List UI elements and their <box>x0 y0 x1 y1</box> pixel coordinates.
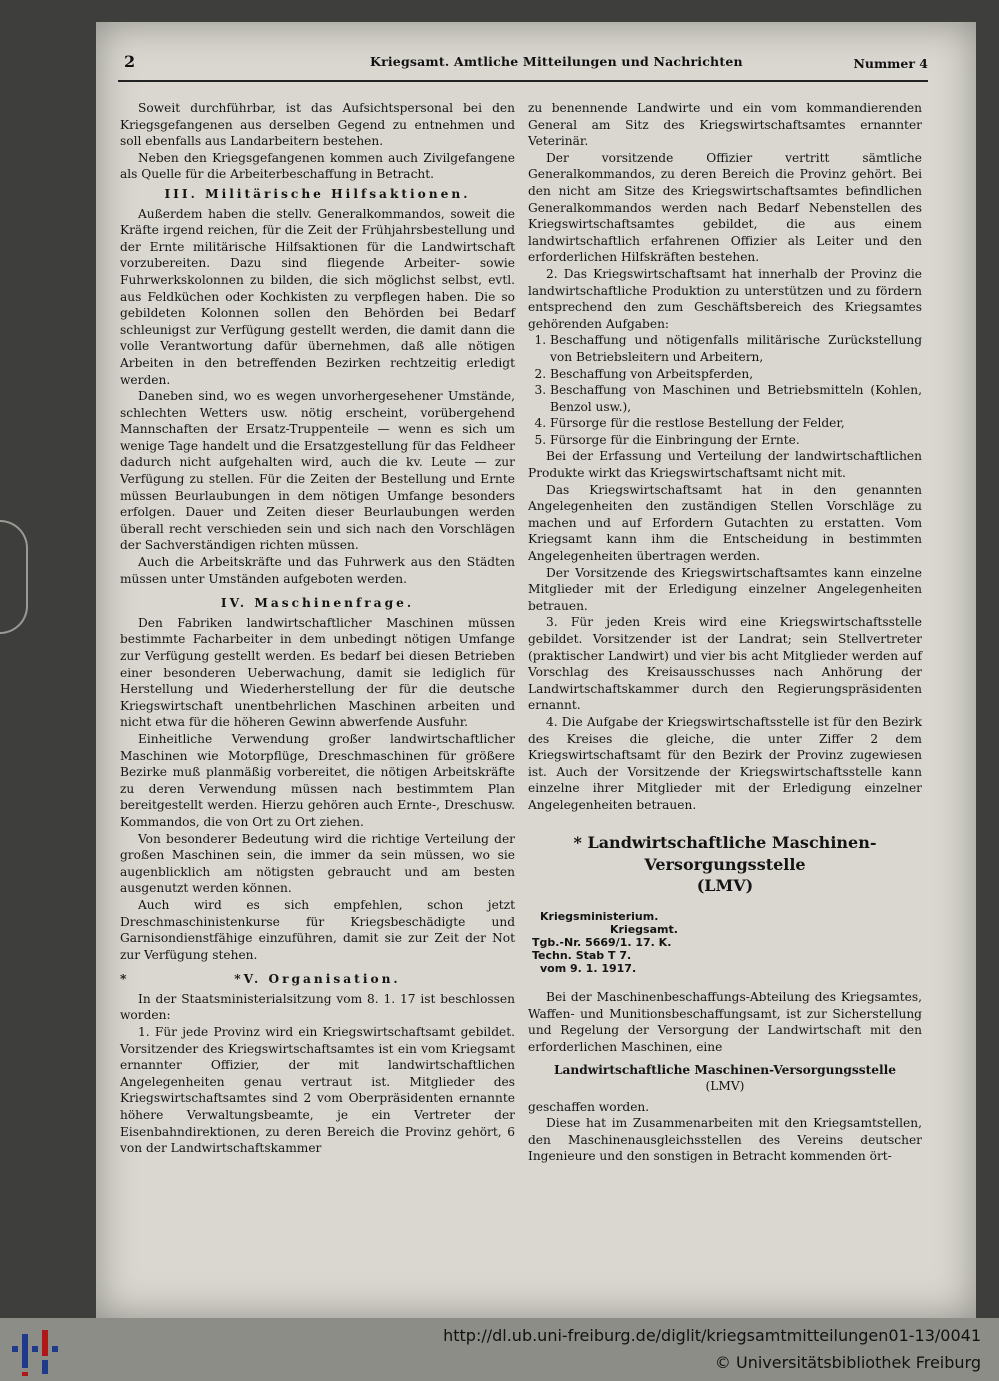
paragraph: Einheitliche Verwendung großer landwirtschaftlicher Maschinen wie Motorpflüge, Dreschmaschinen für größere Bezirke muß planmäßig vorbereitet, die nötigen Arbeitskräfte zu deren Verwendung müssen nach bestimmtem Plan bereitgestellt werden. Hierzu gehören auch Ernte-, Dreschusw. Kommandos, die von Ort zu Ort ziehen. <box>120 731 515 829</box>
ref-line: Techn. Stab T 7. <box>532 949 632 963</box>
article-heading: * Landwirtschaftliche Maschinen-Versorgungsstelle <box>573 832 877 874</box>
ref-line: Kriegsministerium. <box>540 910 659 924</box>
library-logo-icon <box>8 1326 62 1376</box>
viewer-footer <box>0 1318 999 1381</box>
left-column <box>120 100 515 1157</box>
centered-name: Landwirtschaftliche Maschinen-Versorgungsstelle <box>553 1062 897 1077</box>
footnote-star: * <box>120 972 130 987</box>
task-list <box>528 332 922 448</box>
reference-block <box>532 910 922 975</box>
permalink-link[interactable]: http://dl.ub.uni-freiburg.de/diglit/kriegsamtmitteilungen01-13/0041 <box>443 1326 981 1345</box>
paragraph: geschaffen worden. <box>528 1099 650 1114</box>
section-heading-iv: IV. Maschinenfrage. <box>220 596 415 611</box>
paragraph: zu benennende Landwirte und ein vom kommandierenden General am Sitz des Kriegswirtschaftsamtes ernannter Veterinär. <box>528 101 922 149</box>
paragraph: Das Kriegswirtschaftsamt hat in den genannten Angelegenheiten den zuständigen Stellen Vorschläge zu machen und auf Erfordern Gutachten zu erstatten. Vom Kriegsamt kann ihm die Entscheidung in bestimmten Angelegenheiten übertragen werden. <box>528 482 922 564</box>
list-item: 4. Fürsorge für die restlose Bestellung der Felder, <box>550 415 922 432</box>
section-heading-v <box>120 971 515 988</box>
list-item: 1. Beschaffung und nötigenfalls militärische Zurückstellung von Betriebsleitern und Arbeitern, <box>550 332 922 365</box>
paragraph: Diese hat im Zusammenarbeiten mit den Kriegsamtstellen, den Maschinenausgleichsstellen des Vereins deutscher Ingenieure und den sonstigen in Betracht kommenden ört- <box>528 1116 922 1164</box>
paragraph: Auch die Arbeitskräfte und das Fuhrwerk aus den Städten müssen unter Umständen aufgeboten werden. <box>120 555 515 586</box>
paragraph: 3. Für jeden Kreis wird eine Kriegswirtschaftsstelle gebildet. Vorsitzender ist der Landrat; sein Stellvertreter (praktischer Landwirt) und vier bis acht Mitglieder werden auf Vorschlag des Kreisausschusses nach Anhörung der Landwirtschaftskammer durch den Regierungspräsidenten ernannt. <box>528 615 922 713</box>
list-item: 2. Beschaffung von Arbeitspferden, <box>550 366 922 383</box>
paragraph: Der Vorsitzende des Kriegswirtschaftsamtes kann einzelne Mitglieder mit der Erledigung einzelner Angelegenheiten betrauen. <box>528 565 922 613</box>
paragraph: Daneben sind, wo es wegen unvorhergesehener Umstände, schlechten Wetters usw. nötig erscheint, vorübergehend Mannschaften der Ersatz-Truppenteile — wenn es sich um wenige Tage handelt und die Ersatzgestellung für das Feldheer dadurch nicht aufgehalten wird, auch die kv. Leute — zur Verfügung zu stellen. Für die Zeiten der Bestellung und Ernte müssen Beurlaubungen in dem nötigen Umfange besonders erfolgen. Dauer und Zeiten dieser Beurlaubungen werden überall recht verschieden sein und sich nach den Vorschlägen der Sachverständigen richten müssen. <box>120 389 515 553</box>
paragraph: 4. Die Aufgabe der Kriegswirtschaftsstelle ist für den Bezirk des Kreises die gleiche, die unter Ziffer 2 dem Kriegswirtschaftsamt für den Bezirk der Provinz zugewiesen ist. Auch der Vorsitzende der Kriegswirtschaftsstelle kann einzelne ihrer Mitglieder mit der Erledigung einzelner Angelegenheiten betrauen. <box>528 714 922 812</box>
paragraph: In der Staatsministerialsitzung vom 8. 1. 17 ist beschlossen worden: <box>120 991 515 1023</box>
page-edge-tab <box>0 520 28 634</box>
ref-line: vom 9. 1. 1917. <box>540 962 637 976</box>
ref-line: Kriegsamt. <box>610 923 678 937</box>
paragraph: Von besonderer Bedeutung wird die richtige Verteilung der großen Maschinen sein, die immer da sein müssen, wo sie augenblicklich am nötigsten gebraucht und am besten ausgenutzt werden können. <box>120 831 515 896</box>
publication-title: Kriegsamt. Amtliche Mitteilungen und Nachrichten <box>370 54 743 69</box>
article-heading-abbr: (LMV) <box>696 875 754 895</box>
list-item: 3. Beschaffung von Maschinen und Betriebsmitteln (Kohlen, Benzol usw.), <box>550 382 922 415</box>
paragraph: Neben den Kriegsgefangenen kommen auch Zivilgefangene als Quelle für die Arbeiterbeschaffung in Betracht. <box>120 150 515 182</box>
centered-abbr: (LMV) <box>705 1079 745 1094</box>
list-item: 5. Fürsorge für die Einbringung der Ernte. <box>550 432 922 449</box>
copyright-notice: © Universitätsbibliothek Freiburg <box>714 1353 981 1372</box>
paragraph: Der vorsitzende Offizier vertritt sämtliche Generalkommandos, zu deren Bereich die Provinz gehört. Bei den nicht am Sitze des Kriegswirtschaftsamtes befindlichen Generalkommandos werden nach Bedarf Nebenstellen des Kriegswirtschaftsamtes gebildet, die aus einem landwirtschaftlich erfahrenen Offizier als Leiter und den erforderlichen Hilfskräften bestehen. <box>528 150 922 265</box>
section-heading-iii: III. Militärische Hilfsaktionen. <box>164 186 471 201</box>
issue-number: Nummer 4 <box>853 56 928 71</box>
page-header <box>118 52 928 78</box>
paragraph: Bei der Maschinenbeschaffungs-Abteilung des Kriegsamtes, Waffen- und Munitionsbeschaffungsamt, ist zur Sicherstellung und Regelung der Versorgung der Landwirtschaft mit den erforderlichen Maschinen, eine <box>528 990 922 1054</box>
section-heading-v-text: *V. Organisation. <box>234 972 401 987</box>
paragraph: Soweit durchführbar, ist das Aufsichtspersonal bei den Kriegsgefangenen aus derselben Gegend zu entnehmen und soll ebenfalls aus Landarbeitern bestehen. <box>120 101 515 149</box>
ref-line: Tgb.-Nr. 5669/1. 17. K. <box>532 936 672 950</box>
page-number: 2 <box>124 52 136 71</box>
paragraph: Außerdem haben die stellv. Generalkommandos, soweit die Kräfte irgend reichen, für die Zeit der Frühjahrsbestellung und der Ernte militärische Hilfsaktionen für die Landwirtschaft vorzubereiten. Dazu sind fliegende Arbeiter- sowie Fuhrwerkskolonnen zu bilden, die sich möglichst selbst, evtl. aus Feldküchen oder Kochkisten zu verpflegen haben. Die so gebildeten Kolonnen sollen den Behörden bei Bedarf schleunigst zur Verfügung gestellt werden, die damit dann die volle Verantwortung dafür übernehmen, daß alle nötigen Arbeiten in den betreffenden Bezirken rechtzeitig erledigt werden. <box>120 206 515 387</box>
paragraph: Den Fabriken landwirtschaftlicher Maschinen müssen bestimmte Facharbeiter in dem unbedingt nötigen Umfange zur Verfügung gestellt werden. Es bedarf bei diesen Betrieben einer besonderen Ueberwachung, damit sie lediglich für Herstellung und Wiederherstellung der für die deutsche Kriegswirtschaft unentbehrlichen Maschinen arbeiten und nicht etwa für die höheren Gewinn abwerfende Ausfuhr. <box>120 615 515 730</box>
right-column <box>528 100 922 1165</box>
paragraph: 1. Für jede Provinz wird ein Kriegswirtschaftsamt gebildet. Vorsitzender des Kriegswirtschaftsamtes ist ein vom Kriegsamt ernannter Offizier, der mit landwirtschaftlichen Angelegenheiten genau vertraut ist. Mitglieder des Kriegswirtschaftsamtes sind 2 vom Oberpräsidenten ernannte höhere Verwaltungsbeamte, je ein Vertreter der Eisenbahndirektionen, zu deren Bereich die Provinz gehört, 6 von der Landwirtschaftskammer <box>120 1025 515 1156</box>
paragraph: Auch wird es sich empfehlen, schon jetzt Dreschmaschinistenkurse für Kriegsbeschädigte und Garnisondienstfähige einzuführen, damit sie zur Zeit der Not zur Verfügung stehen. <box>120 897 515 962</box>
paragraph: 2. Das Kriegswirtschaftsamt hat innerhalb der Provinz die landwirtschaftliche Produktion zu unterstützen und zu fördern entsprechend den zum Geschäftsbereich des Kriegsamtes gehörenden Aufgaben: <box>528 266 922 331</box>
header-rule <box>118 80 928 82</box>
paragraph: Bei der Erfassung und Verteilung der landwirtschaftlichen Produkte wirkt das Kriegswirtschaftsamt nicht mit. <box>528 449 922 481</box>
